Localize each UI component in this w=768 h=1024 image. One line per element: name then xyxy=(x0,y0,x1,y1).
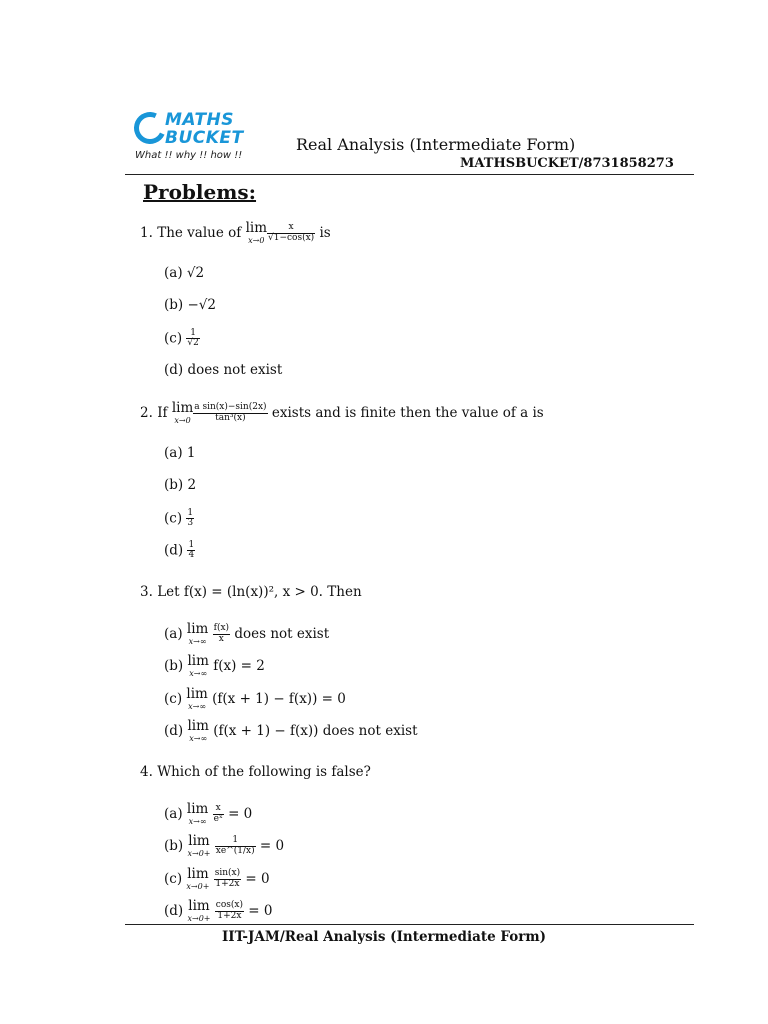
option-1c: (c) $\frac{1}{√2}$ xyxy=(164,328,199,349)
option-1d: (d) does not exist xyxy=(164,362,283,378)
question-text: If xyxy=(157,404,168,421)
question-number: 1. xyxy=(140,224,153,241)
option-4d: (d) lim x→0+ $\frac{\cos(x)}{1+2x}$ = 0 xyxy=(164,898,273,923)
header-rule xyxy=(125,174,694,175)
question-text: The value of xyxy=(157,224,242,241)
footer-text: IIT-JAM/Real Analysis (Intermediate Form) xyxy=(221,929,546,945)
question-number: 3. xyxy=(140,584,153,600)
option-4a: (a) lim x→∞ $\frac{x}{\text{eˣ}}$ = 0 xyxy=(164,801,253,826)
option-3a: (a) lim x→∞ $\frac{f(x)}{x}$ does not exist xyxy=(164,621,330,646)
logo-word-maths: MATHS xyxy=(165,110,235,130)
question-3 xyxy=(140,584,362,600)
option-3c: (c) lim x→∞ (f(x + 1) − f(x)) = 0 xyxy=(164,686,346,711)
option-1b: (b) −√2 xyxy=(164,297,216,313)
limit: lim x→0 xyxy=(245,220,267,245)
option-2c: (c) $\frac{1}{3}$ xyxy=(164,508,194,529)
option-3d: (d) lim x→∞ (f(x + 1) − f(x)) does not exist xyxy=(164,718,418,743)
option-2d: (d) $\frac{1}{4}$ xyxy=(164,540,195,561)
option-2b: (b) 2 xyxy=(164,477,197,493)
question-4 xyxy=(140,764,371,780)
question-number: 4. xyxy=(140,764,153,780)
option-4b: (b) lim x→0+ $\frac{1}{xe\^{}(1/x)}$ = 0 xyxy=(164,833,285,858)
option-2a: (a) 1 xyxy=(164,445,196,461)
footer-rule xyxy=(125,924,694,925)
header-id: MATHSBUCKET/8731858273 xyxy=(460,156,674,171)
fraction: $\frac{x}{√1-\cos(x)}$ xyxy=(268,222,315,243)
option-1a: (a) √2 xyxy=(164,265,205,281)
header-title: Real Analysis (Intermediate Form) xyxy=(296,135,576,154)
fraction: $\frac{\text{a sin(x)−sin(2x)}}{\text{tan³(x)}}$ xyxy=(194,402,267,423)
question-text-end: is xyxy=(319,224,331,241)
question-2 xyxy=(140,402,544,425)
option-4c: (c) lim x→0+ $\frac{\sin(x)}{1+2x}$ = 0 xyxy=(164,866,270,891)
logo-tagline: What !! why !! how !! xyxy=(135,150,243,161)
question-text: Which of the following is false? xyxy=(157,764,371,780)
question-1 xyxy=(140,222,331,245)
limit: lim x→0 xyxy=(171,400,194,425)
section-title: Problems: xyxy=(143,180,257,204)
logo-word-bucket: BUCKET xyxy=(165,128,244,148)
question-text: Let f(x) = (ln(x))², x > 0. Then xyxy=(157,584,362,600)
question-text-end: exists and is finite then the value of a is xyxy=(271,404,544,421)
option-3b: (b) lim x→∞ f(x) = 2 xyxy=(164,653,265,678)
question-number: 2. xyxy=(140,404,153,421)
